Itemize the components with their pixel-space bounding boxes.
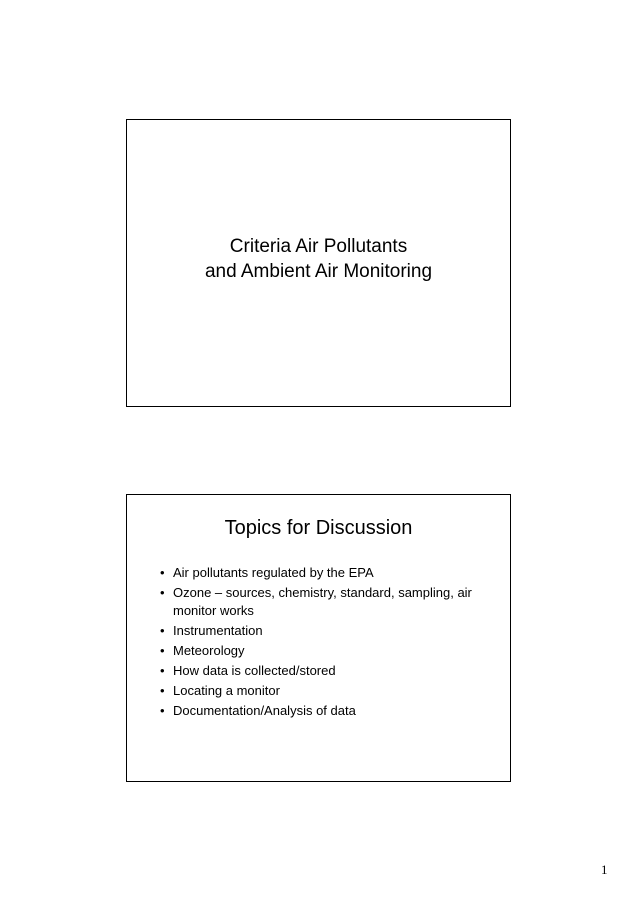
list-item-text: Instrumentation — [173, 622, 263, 638]
list-item — [160, 642, 473, 660]
list-item — [160, 564, 473, 582]
list-item-text: Air pollutants regulated by the EPA — [173, 565, 374, 580]
list-item-text: How data is collected/stored — [173, 662, 336, 678]
slide-1 — [126, 119, 511, 407]
slide-2 — [126, 494, 511, 782]
slide-2-title: Topics for Discussion — [224, 517, 413, 539]
slide-1-title-line-1: Criteria Air Pollutants — [229, 236, 408, 257]
list-item-text: Documentation/Analysis of data — [173, 702, 356, 718]
bullet-icon: • — [160, 702, 165, 718]
bullet-icon: • — [160, 642, 165, 658]
bullet-icon: • — [160, 682, 165, 698]
list-item — [160, 584, 473, 619]
slide-1-title-line-2: and Ambient Air Monitoring — [204, 261, 433, 282]
list-item — [160, 622, 473, 640]
list-item-text: Ozone – sources, chemistry, standard, sampling, air monitor works — [173, 585, 472, 618]
list-item-text: Meteorology — [173, 642, 245, 658]
bullet-icon: • — [160, 662, 165, 678]
list-item — [160, 682, 473, 700]
list-item-text: Locating a monitor — [173, 682, 280, 698]
bullet-icon: • — [160, 622, 165, 638]
slide-1-title — [127, 234, 510, 284]
bullet-icon: • — [160, 565, 165, 580]
list-item — [160, 702, 473, 720]
page-number: 1 — [601, 862, 608, 877]
list-item — [160, 662, 473, 680]
bullet-icon: • — [160, 585, 165, 600]
topics-list — [160, 564, 473, 722]
